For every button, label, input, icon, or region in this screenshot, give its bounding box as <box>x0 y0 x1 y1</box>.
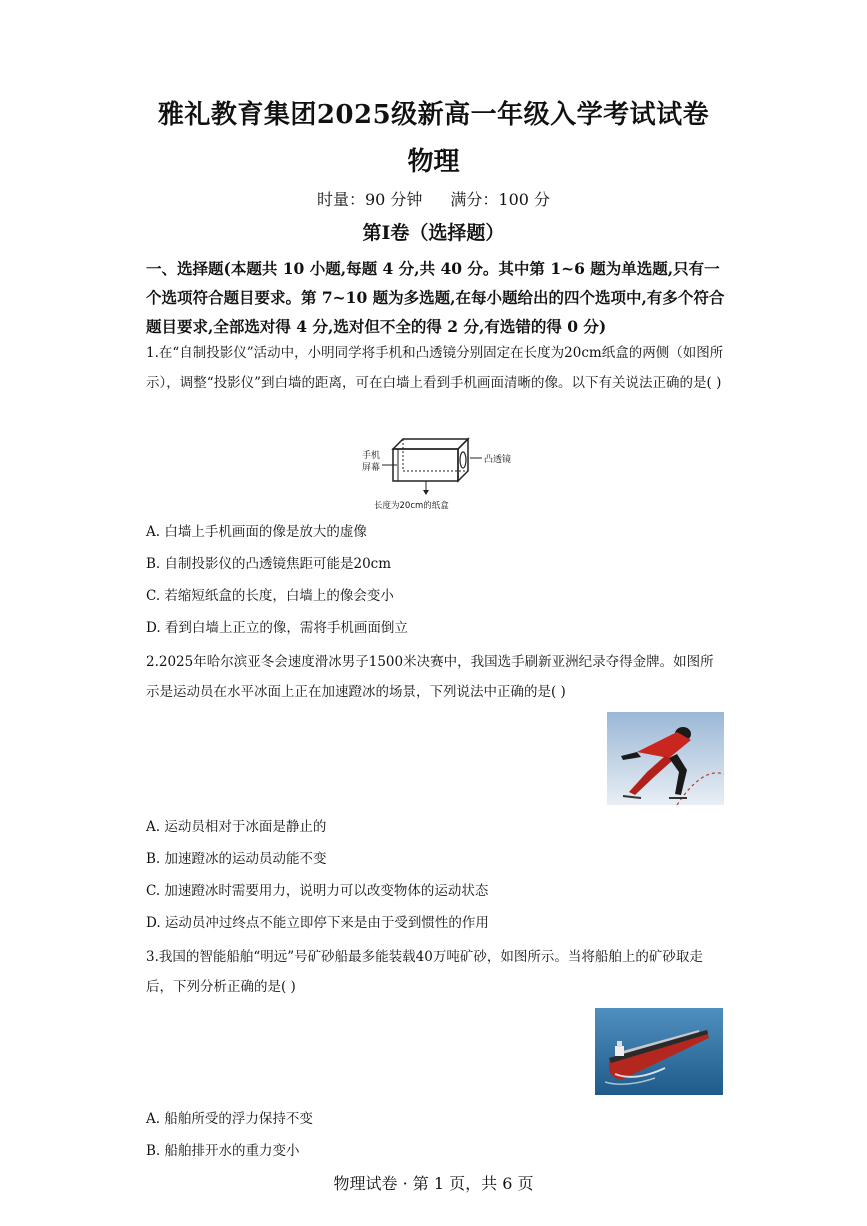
figure-label-lens: 凸透镜 <box>484 455 512 465</box>
section-heading: 第Ⅰ卷（选择题） <box>362 222 505 244</box>
subject-title: 物理 <box>407 147 460 177</box>
q3-option-a: A. 船舶所受的浮力保持不变 <box>146 1111 313 1127</box>
exam-meta <box>0 187 867 210</box>
lens-shape <box>460 452 466 468</box>
box-top-face <box>393 439 468 449</box>
figure-label-screen-text: 屏幕 <box>362 463 381 473</box>
question-3-stem: 3.我国的智能船舶“明远”号矿砂船最多能装载40万吨矿砂，如图所示。当将船舶上的矿砂取走后，下列分析正确的是( ) <box>146 949 703 995</box>
figure-label-phone: 手机 <box>362 451 381 461</box>
q1-option-b: B. 自制投影仪的凸透镜焦距可能是20cm <box>146 556 392 572</box>
full-score: 满分：100 分 <box>450 190 551 209</box>
question-2-stem: 2.2025年哈尔滨亚冬会速度滑冰男子1500米决赛中，我国选手刷新亚洲纪录夺得金牌。如图所示是运动员在水平冰面上正在加速蹬冰的场景，下列说法中正确的是( ) <box>146 654 714 700</box>
question-1-stem: 1.在“自制投影仪”活动中，小明同学将手机和凸透镜分别固定在长度为20cm纸盒的两侧（如图所示），调整“投影仪”到白墙的距离，可在白墙上看到手机画面清晰的像。以下有关说法正确的是( ) <box>146 345 724 391</box>
q2-option-c: C. 加速蹬冰时需要用力，说明力可以改变物体的运动状态 <box>146 883 489 899</box>
time-limit: 时量：90 分钟 <box>316 190 423 209</box>
q1-option-c: C. 若缩短纸盒的长度，白墙上的像会变小 <box>146 588 394 604</box>
speed-skater-image <box>607 712 724 805</box>
q1-option-a: A. 白墙上手机画面的像是放大的虚像 <box>146 524 367 540</box>
speed-skater-photo <box>607 712 724 805</box>
q2-option-a: A. 运动员相对于冰面是静止的 <box>146 819 327 835</box>
exam-title: 雅礼教育集团2025级新高一年级入学考试试卷 <box>157 100 710 130</box>
figure-label-screen <box>362 450 380 474</box>
q2-option-b: B. 加速蹬冰的运动员动能不变 <box>146 851 327 867</box>
box-pointer-arrow <box>423 490 429 495</box>
cargo-ship-image <box>595 1008 723 1095</box>
q1-option-d: D. 看到白墙上正立的像，需将手机画面倒立 <box>146 620 408 636</box>
cargo-ship-photo <box>595 1008 723 1095</box>
page-footer: 物理试卷 · 第 1 页，共 6 页 <box>333 1174 534 1193</box>
section-instructions: 一、选择题(本题共 10 小题,每题 4 分,共 40 分。其中第 1~6 题为单选题,只有一个选项符合题目要求。第 7~10 题为多选题,在每小题给出的四个选项中,有多个符合题目要求,全部选对得 4 分,选对但不全的得 2 分,有选错的得 0 分) <box>146 259 725 336</box>
q2-option-d: D. 运动员冲过终点不能立即停下来是由于受到惯性的作用 <box>146 915 489 931</box>
figure-label-box: 长度为20cm的纸盒 <box>374 501 449 511</box>
q3-option-b: B. 船舶排开水的重力变小 <box>146 1143 300 1159</box>
projector-box-figure <box>360 433 520 513</box>
